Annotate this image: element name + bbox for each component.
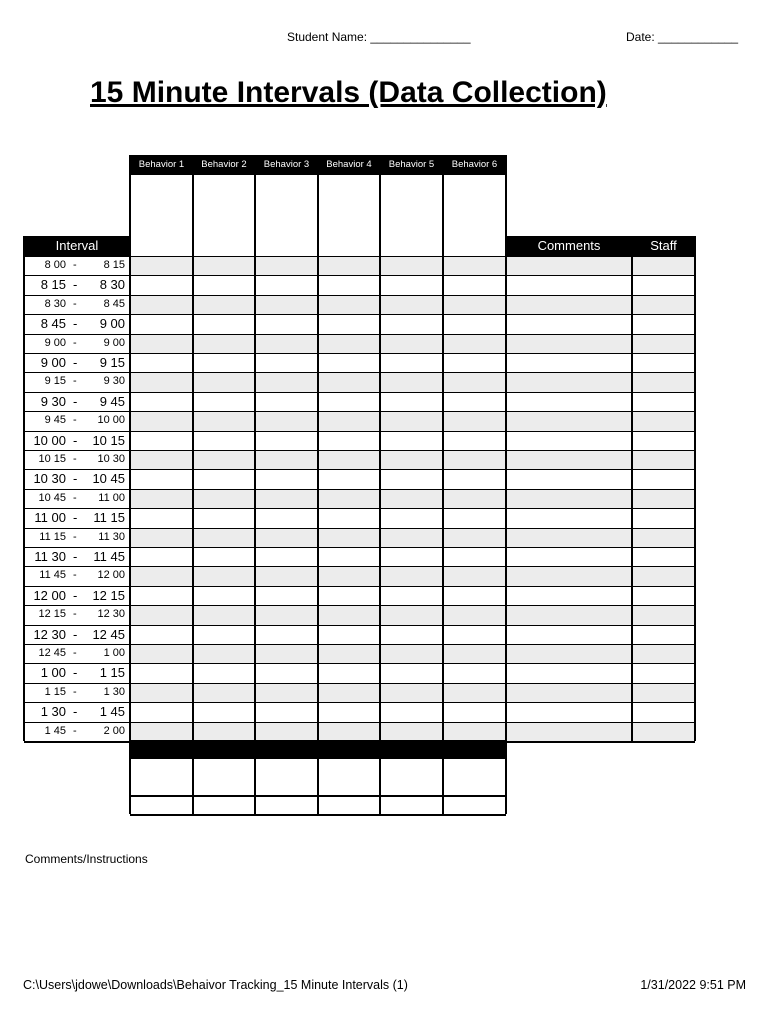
interval-start: 8 45 [40, 316, 66, 332]
interval-dash: - [73, 626, 78, 642]
interval-start: 11 45 [39, 569, 66, 582]
interval-start: 1 00 [40, 665, 66, 681]
grid-line [130, 814, 506, 816]
interval-start: 1 45 [44, 724, 66, 737]
comments-instructions-label: Comments/Instructions [25, 852, 148, 866]
interval-end: 11 15 [93, 510, 125, 526]
interval-dash: - [73, 355, 78, 370]
interval-header: Interval [24, 236, 130, 256]
interval-dash: - [73, 587, 78, 603]
behavior-header-4: Behavior 4 [326, 159, 372, 170]
interval-dash: - [73, 530, 77, 543]
interval-dash: - [73, 297, 77, 310]
row-shade [130, 683, 695, 702]
interval-start: 12 45 [38, 647, 66, 659]
interval-end: 10 00 [97, 414, 125, 427]
behavior-header-5: Behavior 5 [388, 159, 435, 170]
interval-dash: - [73, 491, 77, 504]
interval-end: 12 00 [97, 569, 125, 582]
row-shade [130, 256, 695, 275]
interval-end: 9 45 [99, 393, 125, 409]
interval-end: 9 30 [103, 375, 125, 388]
staff-header: Staff [632, 236, 695, 256]
interval-start: 1 30 [40, 704, 66, 720]
interval-start: 12 15 [38, 608, 66, 621]
interval-start: 10 15 [38, 453, 66, 465]
grid-line [192, 155, 194, 814]
grid-line [442, 155, 444, 814]
interval-dash: - [73, 393, 78, 409]
interval-start: 8 15 [40, 277, 66, 293]
row-shade [130, 450, 695, 469]
interval-dash: - [73, 685, 77, 698]
interval-dash: - [73, 704, 78, 720]
interval-dash: - [73, 316, 78, 332]
behavior-header-2: Behavior 2 [201, 159, 247, 170]
footer-file-path: C:\Users\jdowe\Downloads\Behaivor Tracking_15 Minute Intervals (1) [23, 978, 408, 992]
row-shade [130, 722, 695, 741]
interval-start: 11 00 [34, 510, 66, 526]
comments-header: Comments [506, 236, 632, 256]
interval-end: 10 15 [92, 432, 125, 448]
interval-dash: - [73, 414, 77, 427]
interval-dash: - [73, 549, 78, 564]
date-label: Date: ____________ [626, 30, 739, 44]
interval-dash: - [73, 432, 78, 448]
interval-dash: - [73, 569, 77, 582]
interval-start: 9 00 [44, 336, 66, 349]
interval-start: 9 30 [40, 393, 66, 409]
interval-dash: - [73, 471, 78, 487]
interval-end: 11 30 [98, 530, 125, 543]
row-shade [130, 644, 695, 663]
footer-datetime: 1/31/2022 9:51 PM [640, 978, 746, 992]
interval-start: 10 45 [38, 491, 66, 504]
interval-end: 12 30 [97, 608, 125, 621]
interval-dash: - [73, 510, 78, 526]
grid-line [130, 155, 506, 157]
interval-start: 10 30 [33, 471, 66, 487]
interval-end: 8 15 [103, 259, 125, 271]
interval-end: 9 15 [99, 355, 125, 370]
interval-start: 12 00 [33, 587, 66, 603]
row-shade [130, 566, 695, 585]
grid-line [317, 155, 319, 814]
interval-end: 1 00 [103, 647, 125, 659]
row-shade [130, 411, 695, 430]
interval-dash: - [73, 453, 77, 465]
interval-start: 11 30 [34, 549, 66, 564]
grid-line [505, 155, 507, 814]
page-title: 15 Minute Intervals (Data Collection) [90, 76, 607, 109]
interval-start: 8 30 [44, 297, 66, 310]
interval-start: 10 00 [33, 432, 66, 448]
interval-end: 10 30 [97, 453, 125, 465]
behavior-header-6: Behavior 6 [451, 159, 498, 170]
interval-dash: - [73, 259, 77, 271]
interval-end: 10 45 [92, 471, 125, 487]
interval-dash: - [73, 336, 77, 349]
interval-start: 9 15 [44, 375, 66, 388]
row-shade [130, 295, 695, 314]
interval-end: 1 30 [103, 685, 125, 698]
interval-end: 8 45 [103, 297, 125, 310]
interval-end: 2 00 [103, 724, 125, 737]
interval-end: 12 45 [92, 626, 125, 642]
interval-start: 8 00 [44, 259, 66, 271]
grid-line [254, 155, 256, 814]
interval-end: 1 45 [99, 704, 125, 720]
grid-line [379, 155, 381, 814]
interval-end: 11 00 [98, 491, 125, 504]
interval-start: 11 15 [39, 530, 66, 543]
interval-dash: - [73, 647, 77, 659]
interval-start: 1 15 [44, 685, 66, 698]
interval-end: 12 15 [92, 587, 125, 603]
interval-dash: - [73, 608, 77, 621]
interval-start: 12 30 [33, 626, 66, 642]
interval-dash: - [73, 375, 77, 388]
grid-line [129, 155, 131, 814]
grid-line [24, 741, 695, 743]
row-shade [130, 605, 695, 624]
interval-end: 9 00 [103, 336, 125, 349]
behavior-header-3: Behavior 3 [263, 159, 310, 170]
interval-end: 9 00 [99, 316, 125, 332]
interval-dash: - [73, 277, 78, 293]
interval-dash: - [73, 665, 78, 681]
interval-start: 9 00 [40, 355, 66, 370]
interval-end: 8 30 [99, 277, 125, 293]
interval-end: 11 45 [93, 549, 125, 564]
behavior-header-1: Behavior 1 [138, 159, 185, 170]
student-name-label: Student Name: _______________ [287, 30, 471, 44]
grid-line [130, 795, 506, 797]
interval-start: 9 45 [44, 414, 66, 427]
row-shade [130, 489, 695, 508]
interval-end: 1 15 [99, 665, 125, 681]
row-shade [130, 334, 695, 353]
row-shade [130, 528, 695, 547]
interval-dash: - [73, 724, 77, 737]
row-shade [130, 372, 695, 391]
